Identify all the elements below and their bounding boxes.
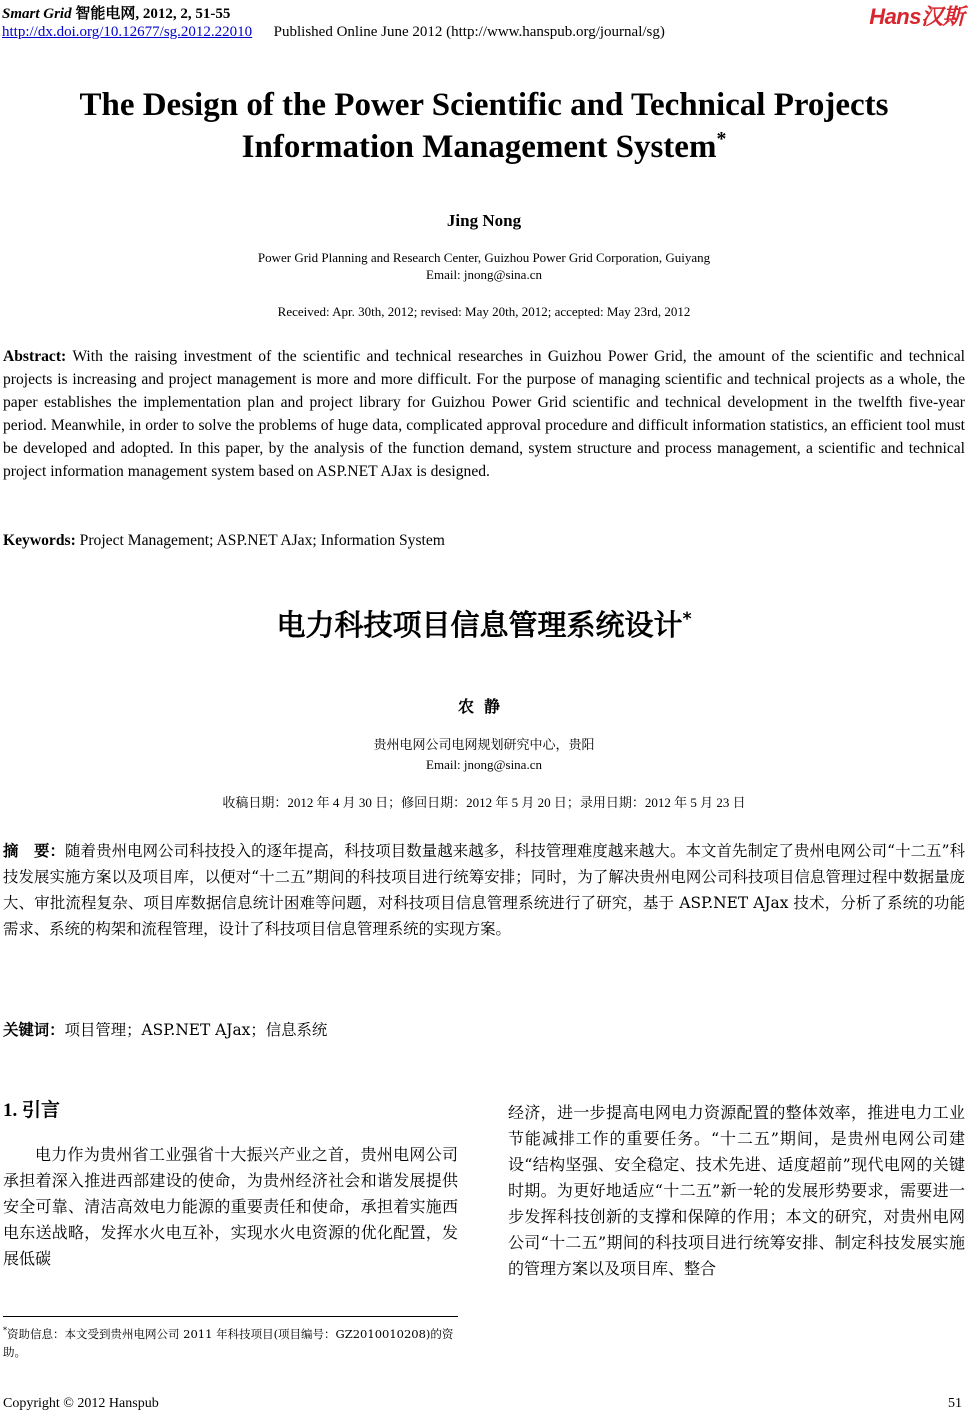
affiliation-cn (0, 735, 968, 775)
keywords-cn (3, 1017, 965, 1043)
journal-volume: 智能电网, 2012, 2, 51-55 (75, 6, 231, 22)
paper-title-en (0, 84, 968, 168)
abstract-en-label: Abstract: (3, 348, 67, 365)
keywords-cn-label: 关键词： (3, 1021, 65, 1039)
title-cn-text: 电力科技项目信息管理系统设计 (276, 608, 683, 642)
title-cn-footnote-marker: * (682, 609, 692, 630)
received-dates-cn: 收稿日期：2012 年 4 月 30 日；修回日期：2012 年 5 月 20 日；录用日期：2012 年 5 月 23 日 (222, 795, 746, 810)
journal-name: Smart Grid (2, 6, 72, 22)
keywords-cn-text: 项目管理；ASP.NET AJax；信息系统 (64, 1021, 328, 1039)
author-en: Jing Nong (446, 211, 522, 230)
keywords-en (3, 529, 965, 552)
doi-link[interactable]: http://dx.doi.org/10.12677/sg.2012.22010 (2, 24, 253, 40)
footnote-divider (3, 1316, 458, 1317)
abstract-en (3, 345, 965, 483)
footnote-text: 资助信息：本文受到贵州电网公司 2011 年科技项目(项目编号：GZ2010010208)的资助。 (3, 1326, 454, 1359)
affiliation-en (0, 249, 968, 283)
affiliation-en-text: Power Grid Planning and Research Center, Guizhou Power Grid Corporation, Guiyang (257, 250, 711, 265)
footnote (3, 1322, 458, 1361)
section-heading (3, 1095, 60, 1122)
abstract-cn-label: 摘 要： (3, 842, 66, 860)
keywords-en-label: Keywords: (3, 532, 76, 549)
doi-line (2, 24, 665, 41)
published-online: Published Online June 2012 (http://www.hanspub.org/journal/sg) (273, 24, 665, 40)
abstract-cn (3, 838, 965, 942)
received-dates-en: Received: Apr. 30th, 2012; revised: May 20th, 2012; accepted: May 23rd, 2012 (277, 304, 691, 319)
page-number: 51 (948, 1396, 962, 1411)
body-column-right: 经济，进一步提高电网电力资源配置的整体效率，推进电力工业节能减排工作的重要任务。“十二五”期间，是贵州电网公司建设“结构坚强、安全稳定、技术先进、适度超前”现代电网的关键时期。为更好地适应“十二五”新一轮的发展形势要求，需要进一步发挥科技创新的支撑和保障的作用；本文的研究，对贵州电网公司“十二五”期间的科技项目进行统筹安排、制定科技发展实施的管理方案以及项目库、整合 (508, 1103, 965, 1278)
journal-citation (2, 2, 230, 23)
title-en-text: The Design of the Power Scientific and Technical Projects Information Management System (79, 87, 889, 165)
abstract-en-text: With the raising investment of the scientific and technical researches in Guizhou Power Grid, the amount of the scientific and technical projects is increasing and project management is more and more difficult. For the purpose of managing scientific and technical projects as a whole, the paper establishes the implementation plan and project library for Guizhou Power Grid scientific and technical development in the twelfth five-year period. Meanwhile, in order to solve the problems of huge data, complicated approval procedure and difficult information statistics, an efficient tool must be developed and adopted. In this paper, by the analysis of the function demand, system structure and process management, a scientific and technical project information management system based on ASP.NET AJax is designed. (3, 348, 965, 480)
title-footnote-marker: * (716, 128, 727, 150)
hans-logo: Hans汉斯 (869, 4, 964, 29)
keywords-en-text: Project Management; ASP.NET AJax; Information System (79, 532, 445, 549)
footnote-marker: * (3, 1326, 7, 1335)
email-cn: Email: jnong@sina.cn (426, 757, 542, 772)
copyright: Copyright © 2012 Hanspub (3, 1396, 159, 1411)
body-column-left: 电力作为贵州省工业强省十大振兴产业之首，贵州电网公司承担着深入推进西部建设的使命，为贵州经济社会和谐发展提供安全可靠、清洁高效电力能源的重要责任和使命，承担着实施西电东送战略，发挥水火电互补，实现水火电资源的优化配置，发展低碳 (3, 1145, 458, 1268)
abstract-cn-text: 随着贵州电网公司科技投入的逐年提高，科技项目数量越来越多，科技管理难度越来越大。本文首先制定了贵州电网公司“十二五”科技发展实施方案以及项目库，以便对“十二五”期间的科技项目进行统筹安排；同时，为了解决贵州电网公司科技项目信息管理过程中数据量庞大、审批流程复杂、项目库数据信息统计困难等问题，对科技项目信息管理系统进行了研究，基于 ASP.NET AJax 技术，分析了系统的功能需求、系统的构架和流程管理，设计了科技项目信息管理系统的实现方案。 (3, 842, 965, 938)
email-en: Email: jnong@sina.cn (426, 267, 542, 282)
section-title: 引言 (22, 1099, 61, 1121)
affiliation-cn-text: 贵州电网公司电网规划研究中心，贵阳 (373, 737, 595, 752)
paper-title-cn (0, 603, 968, 644)
author-cn: 农静 (457, 699, 510, 716)
section-number: 1. (3, 1100, 18, 1121)
